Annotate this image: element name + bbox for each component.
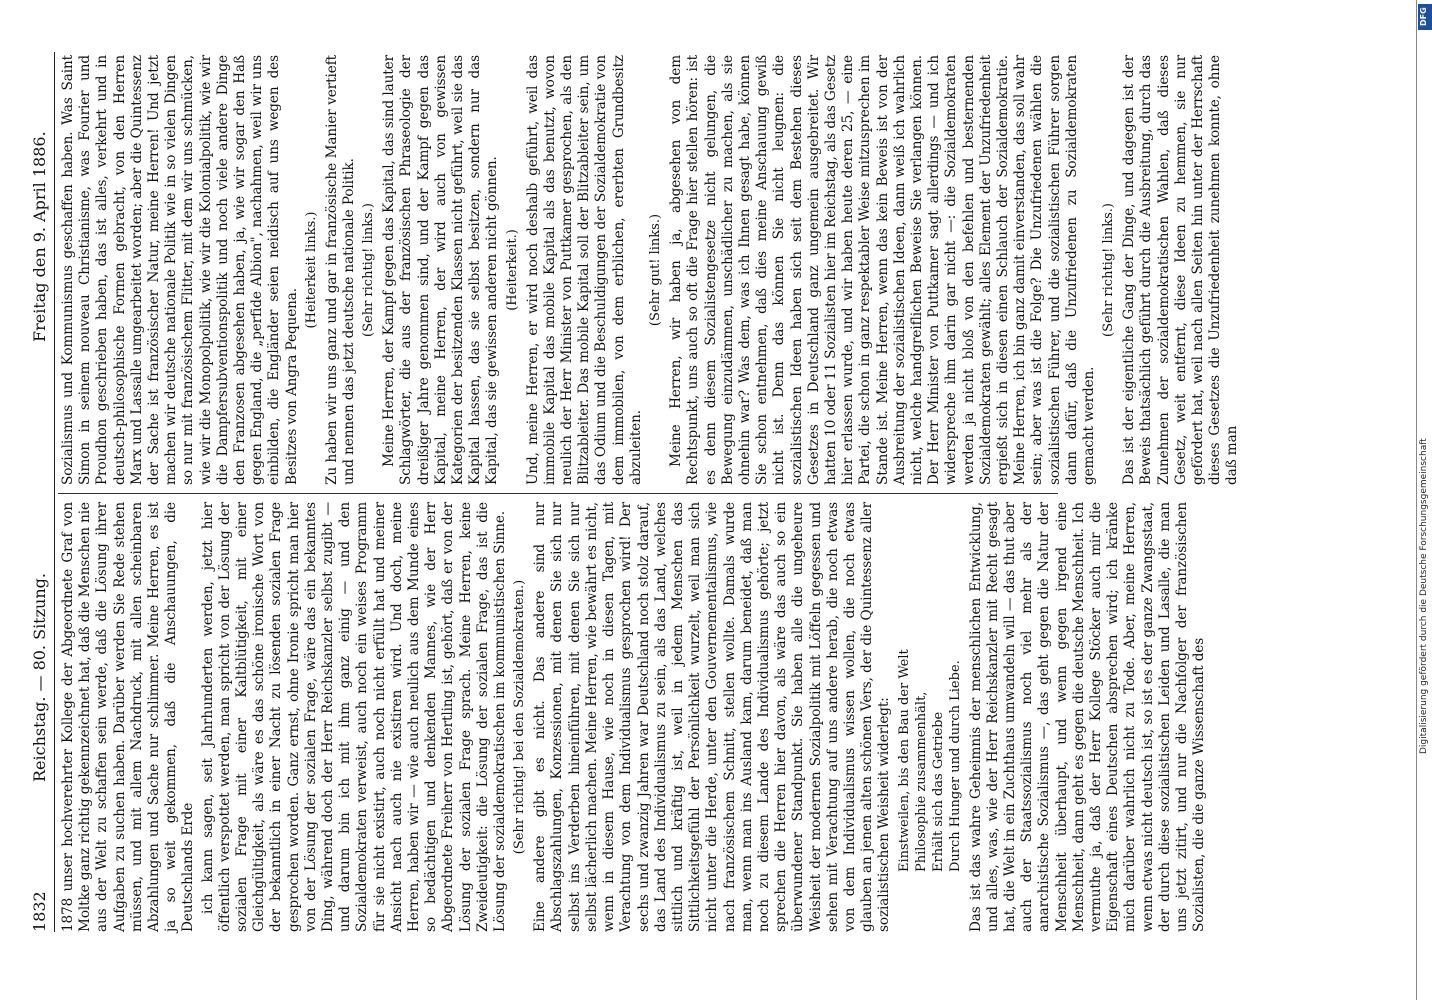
right-column	[60, 55, 1241, 485]
interjection: (Sehr gut! links.)	[648, 213, 664, 327]
margin-rule	[1416, 0, 1417, 1000]
paragraph: Eine andere gibt es nicht. Das andere sind nur Abschlagszahlungen, Konzessionen, mit denen Sie sich nur selbst ins Verderben hineinführen, mit denen Sie sich nur selbst lächerlich machen. Meine Herren, wie bewährt es nicht, wenn in diesem Hause, wie noch in diesen Tagen, mit Verachtung von dem Individualismus gesprochen wird! Der sechs und zwanzig Jahren war Deutschland noch stolz darauf, das Land des Individualismus zu sein, als das Land, welches sittlich und kräftig ist, weil in jedem Menschen das Sittlichkeitsgefühl der Persönlichkeit wurzelt, weil man sich nicht unter die Herde, unter den Gouvernementalismus, wie nach französischem Schnitt, stellen wollte. Damals wurde man, wenn man ins Ausland kam, darum beneidet, daß man noch zu diesem Lande des Individualismus gehörte; jetzt sprechen die Herren hier davon, als wäre das auch so ein überwundener Standpunkt. Sie haben alle die ungeheure Weisheit der modernen Sozialpolitik mit Löffeln gegessen und sehen mit Verachtung auf uns andere herab, die noch etwas von dem Individualismus wissen wollen, die noch etwas glauben an jenen alten schönen Vers, der die Quintessenz aller sozialistischen Weisheit widerlegt:	[532, 502, 893, 932]
interjection: (Heiterkeit.)	[504, 229, 520, 311]
dfg-funding-notice: Digitalisierung gefördert durch die Deutsche Forschungsgemeinschaft	[1419, 438, 1429, 754]
paragraph: Das ist der eigentliche Gang der Dinge, und dagegen ist der Beweis thatsächlich geführt durch die Ausbreitung, durch das Zunehmen der sozialdemokratischen Wahlen, daß dieses Gesetz, weit entfernt, diese Ideen zu hemmen, sie nur gefördert hat, weil nach allen Seiten hin unter der Herrschaft dieses Gesetzes die Unzufriedenheit zunehmen konnte, ohne daß man	[1121, 55, 1241, 485]
paragraph: Zu haben wir uns ganz und gar in französische Manier vertieft und nennen das jetzt deutsche nationale Politik.	[323, 55, 358, 485]
paragraph: Meine Herren, der Kampf gegen das Kapital, das sind lauter Schlagwörter, die aus der französischen Phraseologie der dreißiger Jahre genommen sind, und der Kampf gegen das Kapital, meine Herren, der wird auch von gewissen Kategorien der besitzenden Klassen nicht geführt, weil sie das Kapital hassen, das sie selbst besitzen, sondern nur das Kapital, das sie gewissen anderen nicht gönnen.	[381, 55, 501, 485]
paragraph: Das ist das wahre Geheimnis der menschlichen Entwicklung, und alles, was, wie der Herr Reichskanzler mit Recht gesagt hat, die Welt in ein Zuchthaus umwandeln will — das thut aber auch der Staatssozialismus noch viel mehr als der anarchistische Sozialismus —, das geht gegen die Natur der Menschheit überhaupt, und wenn gegen irgend eine Menschheit, dann geht es gegen die deutsche Menschheit. Ich vermuthe ja, daß der Herr Kollege Stöcker auch mir die Eigenschaft eines Deutschen absprechen wird; ich kränke mich darüber wahrlich nicht zu Tode. Aber, meine Herren, wenn etwas nicht deutsch ist, so ist es der ganze Zwangsstaat, der durch diese sozialistischen Leiden und Lasalle, die man uns jetzt zitirt, und nur die Nachfolger der französischen Sozialisten, die die ganze Wissenschaft des	[967, 502, 1208, 932]
verse-line: Philosophie zusammenhält,	[913, 691, 929, 872]
verse-line: Einstweilen, bis den Bau der Welt	[896, 649, 912, 872]
page-header	[30, 52, 52, 932]
interjection: (Sehr richtig! links.)	[1101, 203, 1117, 337]
paragraph: Und, meine Herren, er wird noch deshalb geführt, weil das immobile Kapital das mobile Kapital als das benutzt, wovon neulich der Herr Minister von Puttkamer gesprochen, als den Blitzableiter. Das mobile Kapital soll der Blitzableiter sein, um das Odium und die Beschuldigungen der Sozialdemokratie von dem immobilen, von dem erblichen, ererbten Grundbesitz abzuleiten.	[524, 55, 644, 485]
running-title: Reichstag. — 80. Sitzung.	[30, 573, 49, 782]
verse	[896, 502, 964, 932]
dfg-logo-text: DFG	[1419, 7, 1428, 27]
column-divider	[58, 493, 1058, 494]
interjection: (Sehr richtig! links.)	[361, 203, 377, 337]
header-rule	[54, 52, 55, 932]
interjection: (Heiterkeit links.)	[303, 211, 319, 329]
paragraph: ich kann sagen, seit Jahrhunderten werden, jetzt hier öffentlich verspottet werden, man spricht von der Lösung der sozialen Frage mit einer Kaltblütigkeit, mit einer Gleichgültigkeit, als wäre es das schöne ironische Wort von der bekanntlich in einer Nacht zu lösenden sozialen Frage gesprochen worden. Ganz ernst, ohne Ironie spricht man hier von der Lösung der sozialen Frage, wäre das ein bekanntes Ding, während doch der Herr Reichskanzler selbst zugibt — und darum bin ich mit ihm ganz einig — und den Sozialdemokraten verweist, auch noch ein weises Programm für sie nicht existirt, auch noch nicht erfüllt hat und meiner Ansicht nach auch nie existiren wird. Und doch, meine Herren, haben wir — wie auch neulich aus dem Munde eines so bedächtigen und denkenden Mannes, wie der Herr Abgeordnete Freiherr von Hertling ist, gehört, daß er von der Lösung der sozialen Frage sprach. Meine Herren, keine Zweideutigkeit: die Lösung der sozialen Frage, das ist die Lösung der sozialdemokratischen im kommunistischen Sinne.	[199, 502, 509, 932]
paragraph: Meine Herren, wir haben ja, abgesehen von dem Rechtspunkt, uns auch so oft die Frage hier stellen hören: ist es denn diesem Sozialistengesetze nicht gelungen, die Bewegung einzudämmen, unschädlicher zu machen, als sie ohnehin war? Was dem, was ich Ihnen gesagt habe, können Sie schon entnehmen, daß dies meine Anschauung gewiß nicht ist. Denn das können Sie nicht leugnen: die sozialistischen Ideen haben sich seit dem Bestehen dieses Gesetzes in Deutschland ganz ungemein ausgebreitet. Wir hatten 10 oder 11 Sozialisten hier im Reichstag, als das Gesetz hier erlassen wurde, und wir haben heute deren 25, — eine Partei, die schon in ganz respektabler Weise mitzusprechen im Stande ist. Meine Herren, wenn das kein Beweis ist von der Ausbreitung der sozialistischen Ideen, dann weiß ich wahrlich nicht, welche handgreiflichen Beweise Sie verlangen können. Der Herr Minister von Puttkamer sagt allerdings — und ich widerspreche ihm darin gar nicht —: die Sozialdemokraten werden ja nicht bloß von den befehlen und besternenden Sozialdemokraten gewählt; alles Element der Unzufriedenheit ergießt sich in diesen einen Schlauch der Sozialdemokratie. Meine Herren, ich bin ganz damit einverstanden, das soll wahr sein; aber was ist die Folge? Die Unzufriedenen wählen die sozialistischen Führer, und die sozialistischen Führer sorgen dann dafür, daß die Unzufriedenen zu Sozialdemokraten gemacht werden.	[668, 55, 1097, 485]
paragraph: 1878 unser hochverehrter Kollege der Abgeordnete Graf von Moltke ganz richtig gekennzeichnet hat, daß die Menschen nie aus der Welt zu schaffen sein werde, daß die Lösung ihrer Aufgaben zu suchen haben. Darüber werden Sie Rede stehen müssen, und mit allem Nachdruck, mit allen scheinbaren Abzahlungen und Sache nur schlimmer. Meine Herren, es ist ja so weit gekommen, daß die Anschauungen, die Deutschlands Erde	[60, 502, 197, 932]
page-number: 1832	[30, 891, 49, 932]
paragraph: Sozialismus und Kommunismus geschaffen haben. Was Saint Simon in seinem nouveau Christianisme, was Fourier und Proudhon geschrieben haben, das ist alles, verkehrt und in deutsch-philosophische Formen gebracht, von den Herren Marx und Lassalle umgearbeitet worden; aber die Quintessenz der Sache ist französischer Natur, meine Herren! Und jetzt machen wir deutsche nationale Politik wie in so vielen Dingen so nur mit französischem Flitter, mit dem wir uns schmücken, wie wir die Monopolpolitik, wie wir die Kolonialpolitik, wie wir die Dampfersubventionspolitik und noch viele andere Dinge den Franzosen abgesehen haben, ja, wie wir sogar den Haß gegen England, die „perfide Albion", nachahmen, weil wir uns einbilden, die Engländer seien neidisch auf uns wegen des Besitzes von Angra Pequena.	[60, 55, 300, 485]
verse-line: Erhält sich das Getriebe	[930, 711, 946, 872]
left-column	[60, 502, 1208, 932]
running-date: Freitag den 9. April 1886.	[30, 131, 49, 342]
verse-line: Durch Hunger und durch Liebe.	[947, 660, 963, 872]
interjection: (Sehr richtig! bei den Sozialdemokraten.)	[512, 579, 528, 855]
